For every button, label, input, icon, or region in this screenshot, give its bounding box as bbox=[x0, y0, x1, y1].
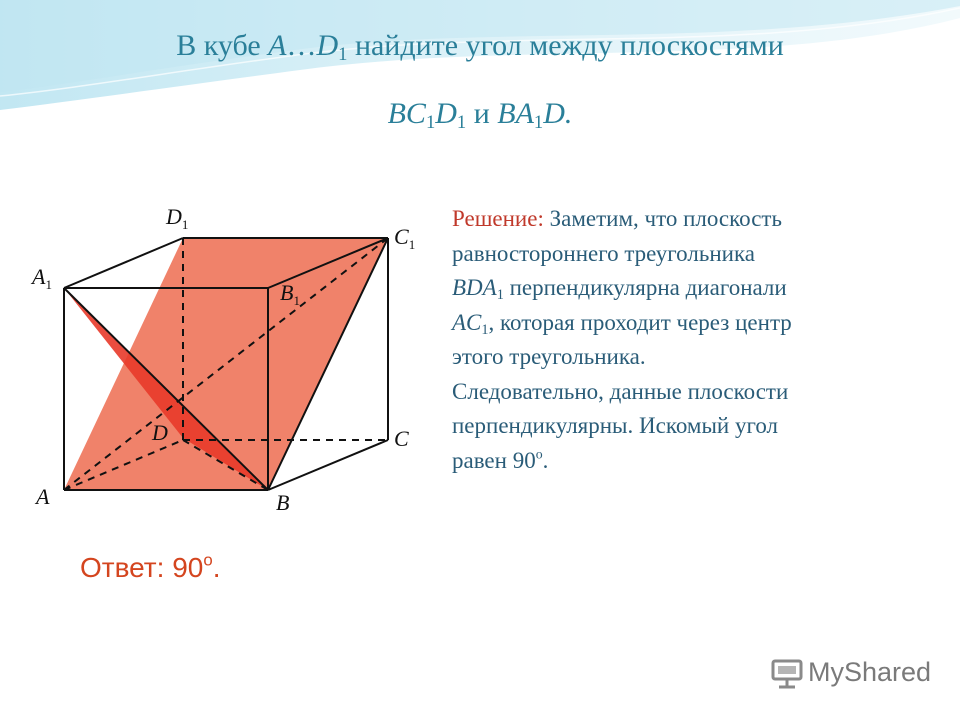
title-line-1: В кубе $A\dots D_1$ найдите угол между плоскостями bbox=[176, 29, 784, 66]
presentation-board-icon bbox=[770, 656, 804, 690]
solution-line-5: этого треугольника. bbox=[452, 344, 646, 369]
vertex-label-b1: $B_1$ bbox=[280, 280, 300, 308]
solution-text bbox=[452, 202, 952, 478]
answer-text: Ответ: 90$^o$. bbox=[80, 550, 221, 583]
watermark-logo bbox=[770, 656, 930, 692]
solution-label: Решение: bbox=[452, 206, 544, 231]
vertex-label-c: C bbox=[394, 426, 409, 451]
solution-line-1: Решение: Заметим, что плоскость bbox=[452, 206, 782, 231]
cube-figure bbox=[30, 200, 422, 520]
solution-line-3: $BDA_1$ перпендикулярна диагонали bbox=[452, 275, 787, 303]
solution-line-8: равен 90$^o$. bbox=[452, 445, 549, 473]
solution-line-6: Следовательно, данные плоскости bbox=[452, 378, 789, 404]
vertex-label-c1: $C_1$ bbox=[394, 224, 416, 252]
vertex-label-d1: $D_1$ bbox=[166, 204, 189, 232]
solution-line-4: $AC_1$, которая проходит через центр bbox=[452, 309, 792, 338]
vertex-label-b: B bbox=[276, 490, 290, 515]
logo-text: MyShared bbox=[808, 657, 932, 687]
vertex-label-a: A bbox=[36, 484, 50, 509]
title-line-2: $BC_1D_1$ и $BA_1D$. bbox=[387, 97, 573, 134]
vertex-label-a1: $A_1$ bbox=[32, 264, 52, 292]
solution-line-2: равностороннего треугольника bbox=[452, 240, 755, 266]
vertex-label-d: D bbox=[152, 420, 168, 445]
solution-line-7: перпендикулярны. Искомый угол bbox=[452, 413, 778, 438]
